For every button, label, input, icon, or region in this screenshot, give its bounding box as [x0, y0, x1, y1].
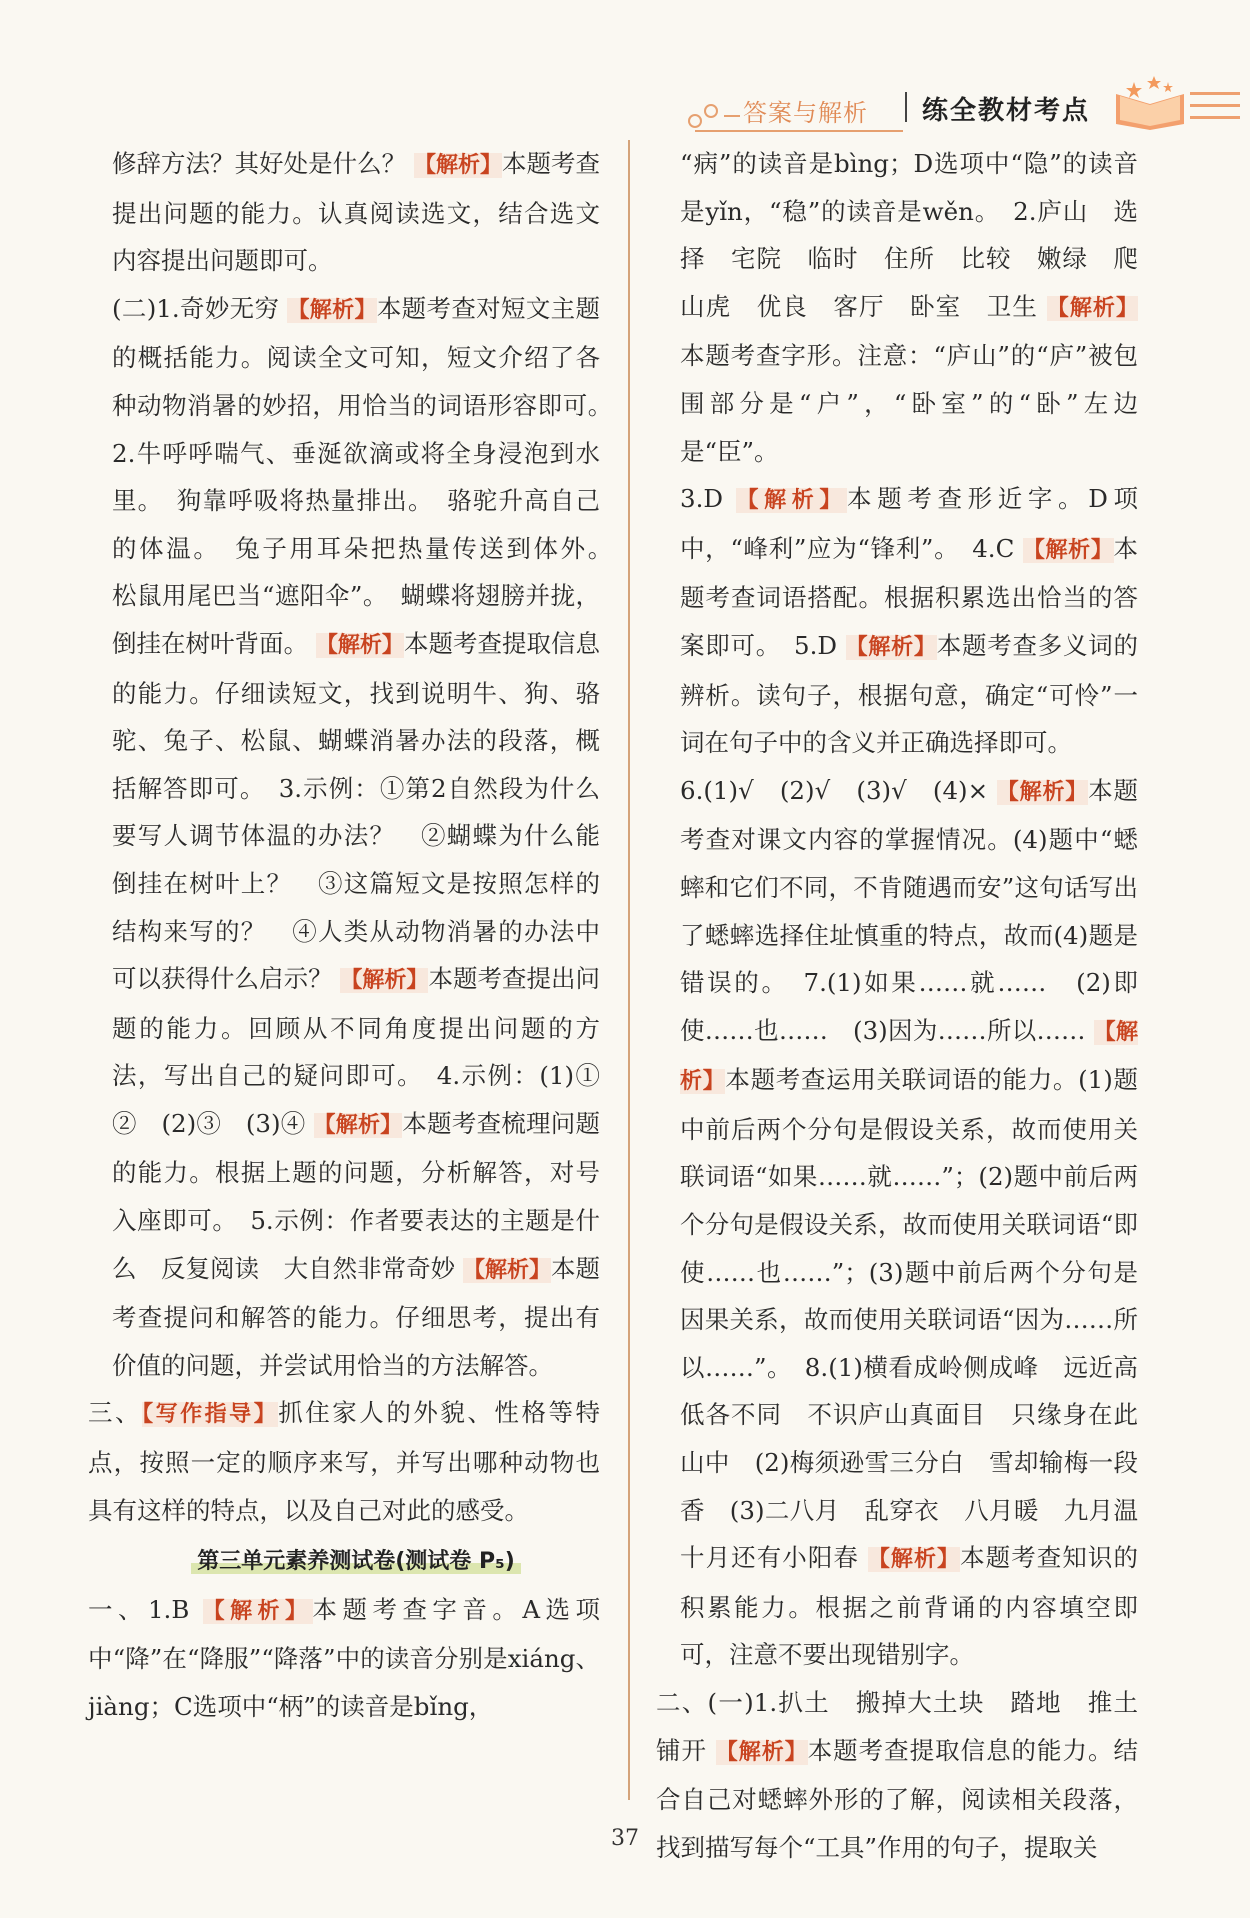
analysis-tag: 【解析】: [845, 634, 937, 660]
analysis-tag: 【解析】: [340, 968, 429, 994]
text-run: 本题考查多义词的辨析。读句子，根据句意，确定“可怜”一词在句子中的含义并正确选择即可。: [680, 630, 1139, 758]
header-brand: 练全教材考点: [922, 96, 1091, 126]
analysis-tag: 【解析】: [313, 1112, 403, 1138]
text-run: 本题考查梳理问题的能力。根据上题的问题，分析解答，对号入座即可。 5.示例：作者要表达的主题是什么 反复阅读 大自然非常奇妙: [112, 1108, 600, 1283]
text-run: 3.D: [680, 484, 724, 514]
analysis-tag: 【解析】: [736, 488, 848, 514]
text-run: 三、: [88, 1398, 143, 1428]
text-run: 本题考查词语搭配。根据积累选出恰当的答案即可。 5.D: [680, 533, 1138, 660]
page-header: [0, 0, 1250, 150]
header-rule: [724, 115, 740, 117]
header-stripe: [1190, 116, 1240, 119]
text-run: 本题考查提取信息的能力。仔细读短文，找到说明牛、狗、骆驼、兔子、松鼠、蝴蝶消暑办法的段落，概括解答即可。 3.示例：①第2自然段为什么要写人调节体温的办法？ ②蝴蝶为什么能倒挂在树叶上？ ③这篇短文是按照怎样的结构来写的？ ④人类从动物消暑的办法中可以获得什么启示？: [112, 628, 601, 994]
header-answer-label: 答案与解析: [743, 99, 868, 127]
analysis-tag: 【解析】: [287, 297, 377, 323]
header-stripe: [1190, 104, 1240, 107]
text-run: 本题考查对短文主题的概括能力。阅读全文可知，短文介绍了各种动物消暑的妙招，用恰当的词语形容即可。 2.牛呼呼喘气、垂涎欲滴或将全身浸泡到水里。 狗靠呼吸将热量排出。 骆驼升高自己的体温。 兔子用耳朵把热量传送到体外。 松鼠用尾巴当“遮阳伞”。 蝴蝶将翅膀并拢，倒挂在树叶背面。: [112, 293, 625, 658]
left-column: [88, 140, 625, 1731]
section-title: [112, 1538, 600, 1586]
paragraph: [112, 140, 600, 285]
text-run: 本题考查运用关联词语的能力。(1)题中前后两个分句是假设关系，故而使用关联词语“如果……就……”；(2)题中前后两个分句是假设关系，故而使用关联词语“即使……也……”；(3)题中前后两个分句是因果关系，故而使用关联词语“因为……所以……”。 8.(1)横看成岭侧成峰 远近高低各不同 不识庐山真面目 只缘身在此山中 (2)梅须逊雪三分白 雪却输梅一段香 (3)二八月 乱穿衣 八月暖 九月温 十月还有小阳春: [680, 1065, 1163, 1573]
analysis-tag: 【解析】: [680, 1019, 1138, 1095]
paragraph: [112, 285, 625, 1390]
analysis-tag: 【解析】: [1022, 537, 1114, 563]
right-column: [656, 140, 1163, 1871]
analysis-tag: 【解析】: [202, 1598, 313, 1624]
text-run: 6.(1)√ (2)√ (3)√ (4)×: [680, 775, 989, 805]
text-run: 本题考查对课文内容的掌握情况。(4)题中“蟋蟀和它们不同，不肯随遇而安”这句话写出了蟋蟀选择住址慎重的特点，故而(4)题是错误的。 7.(1)如果……就…… (2)即使……也…… (3)因为……所以……: [680, 775, 1138, 1045]
analysis-tag: 【解析】: [996, 779, 1089, 805]
analysis-tag: 【解析】: [462, 1257, 551, 1283]
text-run: 本题考查字音。A选项中“降”在“降服”“降落”中的读音分别是xiáng、jiàng；C选项中“柄”的读音是bǐng，: [88, 1594, 600, 1721]
analysis-tag: 【解析】: [715, 1739, 808, 1765]
text-run: (二)1.奇妙无穷: [112, 293, 280, 323]
paragraph: [680, 475, 1138, 767]
paragraph: [680, 767, 1163, 1679]
open-book-icon: [1110, 72, 1190, 132]
text-run: 本题考查字形。注意：“庐山”的“庐”被包围部分是“户”，“卧室”的“卧”左边是“臣”。: [680, 341, 1138, 466]
text-run: 本题考查提出问题的能力。回顾从不同角度提出问题的方法，写出自己的疑问即可。 4.示例：(1)① ② (2)③ (3)④: [112, 964, 625, 1138]
header-dot-ornament: [688, 114, 702, 128]
header-dot-ornament: [704, 104, 718, 118]
text-run: 二、(一)1.扒土 搬掉大土块 踏地 推土铺开: [656, 1688, 1138, 1765]
paragraph: [88, 1586, 600, 1731]
text-run: 本题考查提出问题的能力。认真阅读选文，结合选文内容提出问题即可。: [112, 149, 601, 276]
column-divider: [628, 140, 630, 1800]
section-title-text: 第三单元素养测试卷(测试卷 P₅): [191, 1549, 521, 1574]
analysis-tag: 【解析】: [413, 153, 502, 178]
writing-guide-tag: 【写作指导】: [142, 1402, 279, 1428]
header-rule: [695, 130, 903, 132]
paragraph: [680, 140, 1138, 475]
paragraph: [88, 1389, 600, 1534]
text-run: 本题考查知识的积累能力。根据之前背诵的内容填空即可，注意不要出现错别字。: [680, 1543, 1138, 1670]
header-separator: [905, 92, 907, 122]
text-run: “病”的读音是bìng；D选项中“隐”的读音是yǐn，“稳”的读音是wěn。 2.庐山 选择 宅院 临时 住所 比较 嫩绿 爬山虎 优良 客厅 卧室 卫生: [680, 149, 1138, 321]
text-run: 本题考查提取信息的能力。结合自己对蟋蟀外形的了解，阅读相关段落，找到描写每个“工具”作用的句子，提取关: [656, 1735, 1138, 1862]
page-number: 37: [611, 1826, 639, 1851]
text-run: 本题考查形近字。D项中，“峰利”应为“锋利”。 4.C: [680, 484, 1138, 563]
text-run: 修辞方法？其好处是什么？: [112, 149, 407, 178]
text-run: 抓住家人的外貌、性格等特点，按照一定的顺序来写，并写出哪种动物也具有这样的特点，以及自己对此的感受。: [88, 1398, 600, 1525]
text-run: 一、1.B: [88, 1594, 190, 1624]
analysis-tag: 【解析】: [1046, 295, 1138, 321]
analysis-tag: 【解析】: [315, 632, 404, 658]
header-stripe: [1190, 92, 1240, 95]
text-run: 本题考查提问和解答的能力。仔细思考，提出有价值的问题，并尝试用恰当的方法解答。: [112, 1253, 601, 1380]
analysis-tag: 【解析】: [867, 1547, 961, 1573]
